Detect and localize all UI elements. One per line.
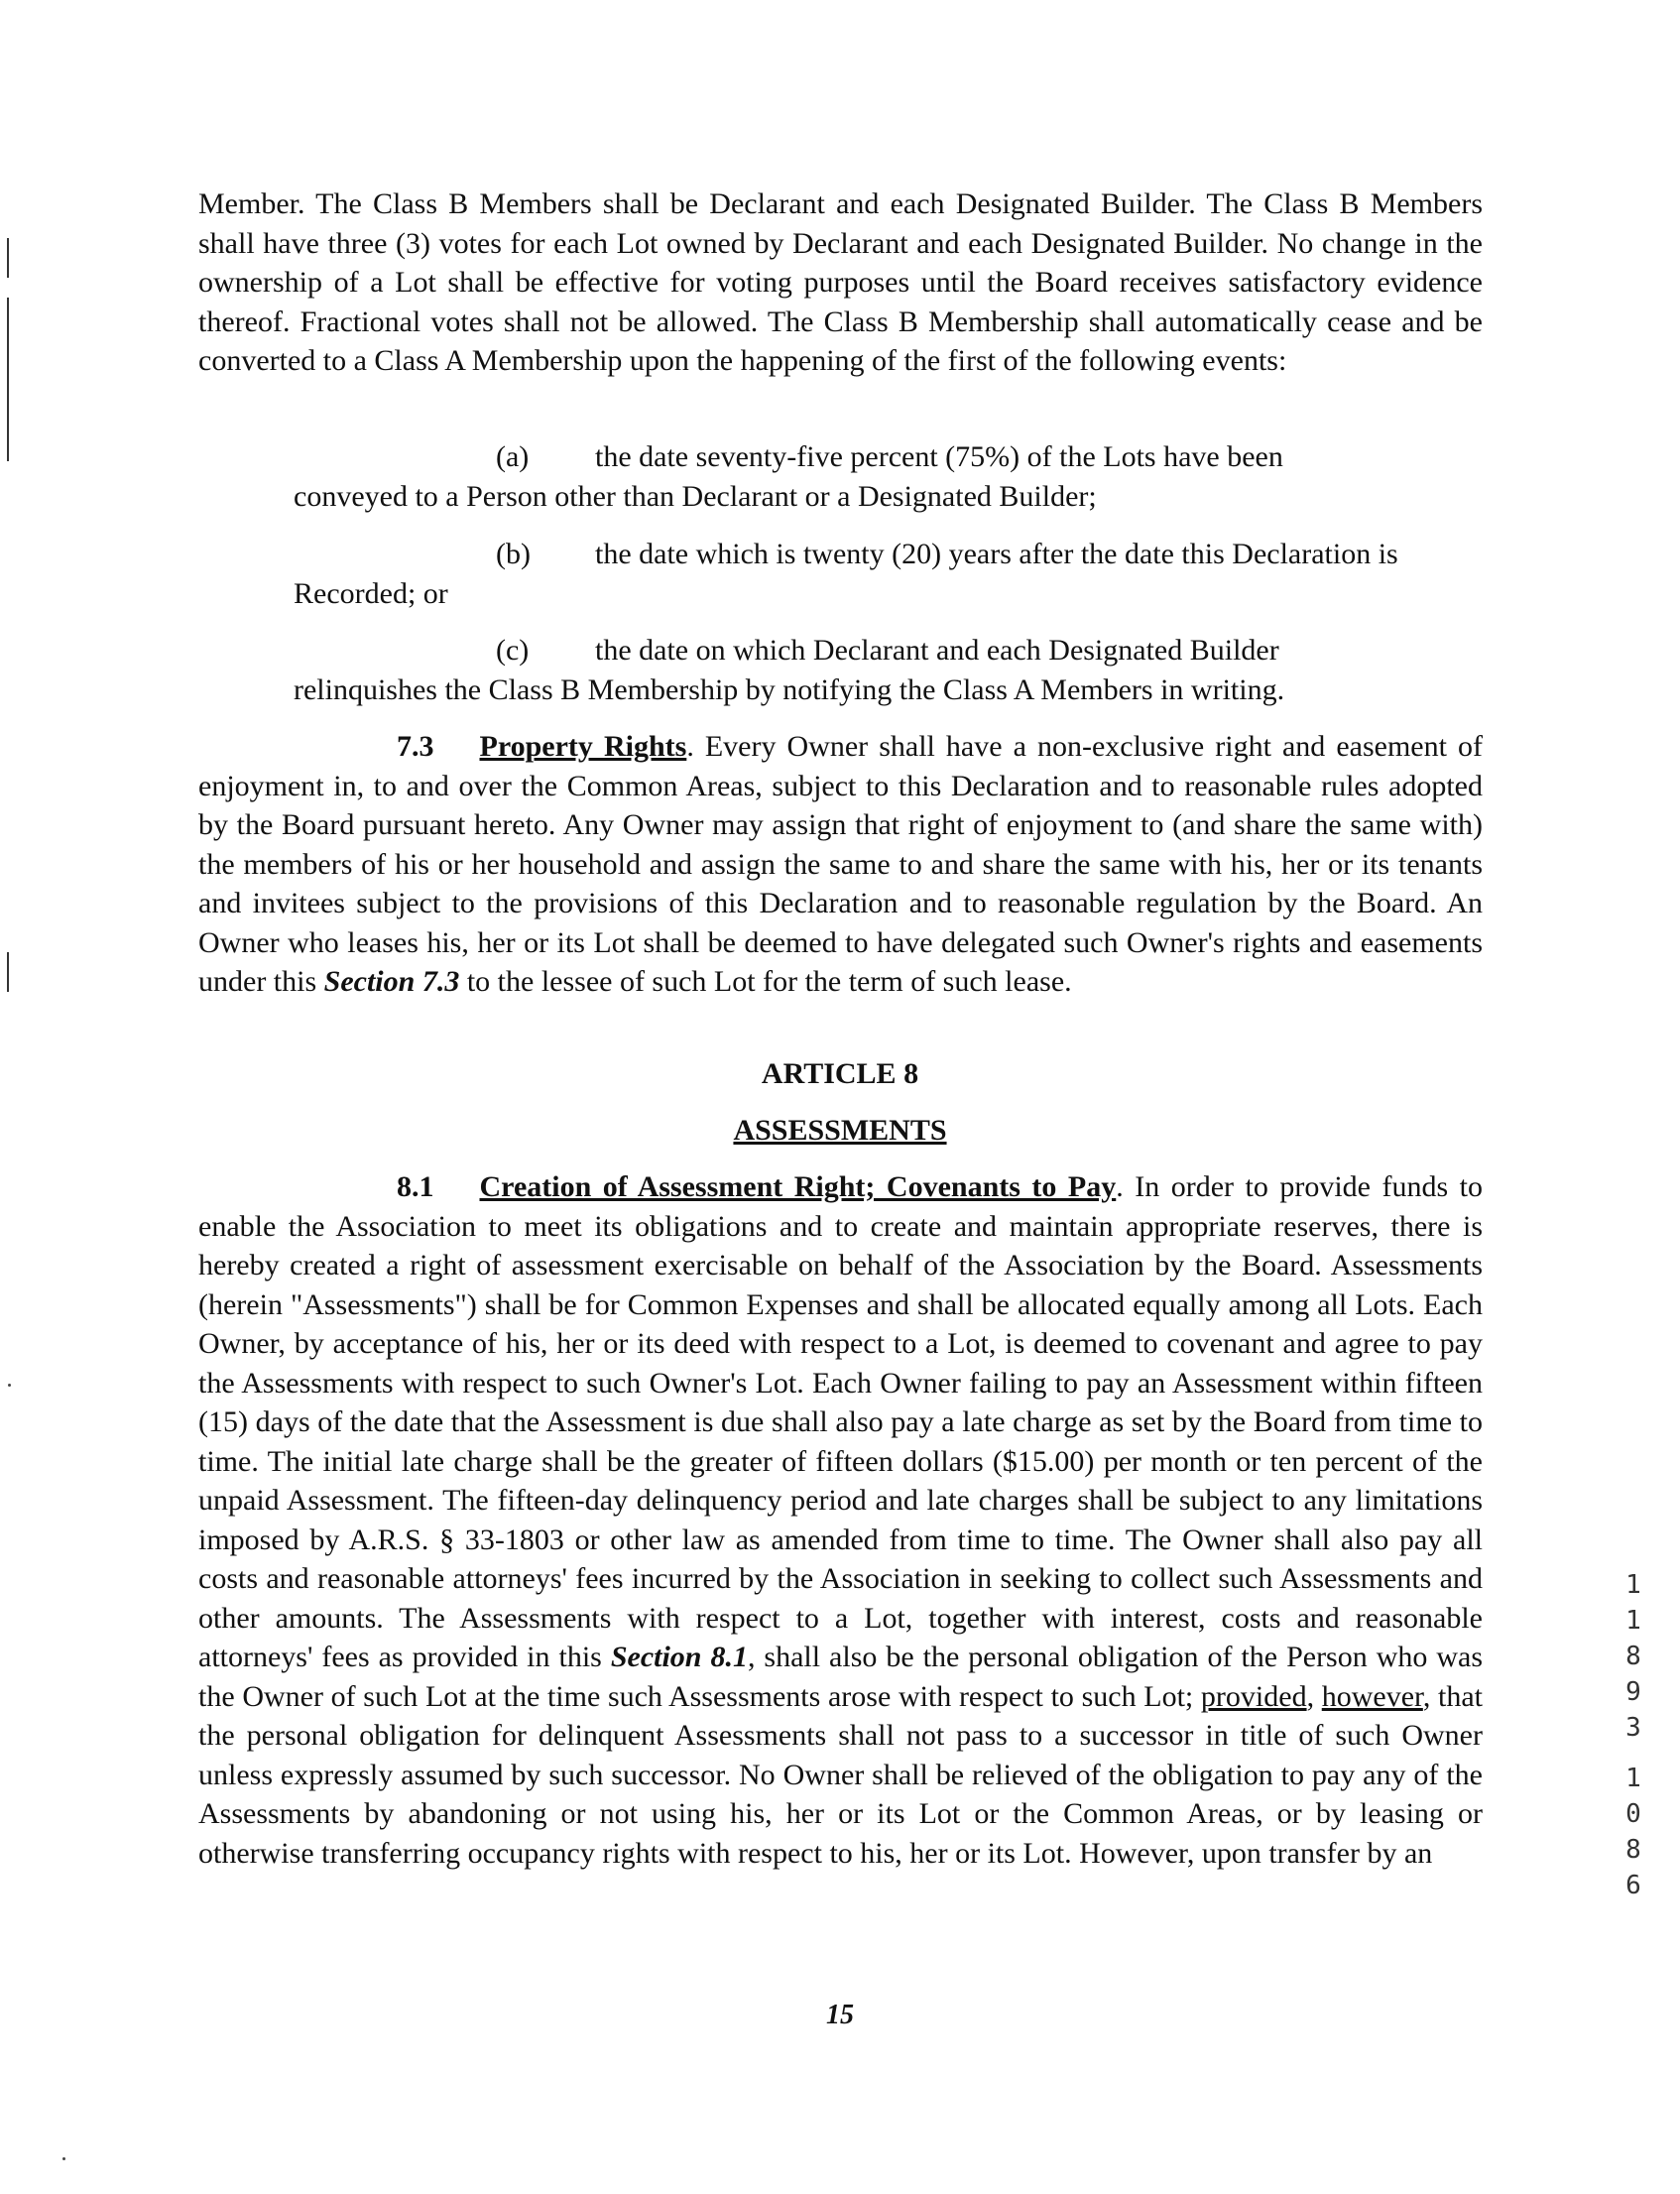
revision-bar	[7, 238, 9, 278]
section-text: , that the personal obligation for delinquent Assessments shall not pass to a successor in title of such Owner unless expressly assumed by such successor. No Owner shall be relieved of the obligation to pay any of the Assessments by abandoning or not using his, her or its Lot or the Common Areas, or by leasing or otherwise transferring occupancy rights with respect to his, her or its Lot. However, upon transfer by an	[198, 1679, 1484, 1870]
section-title: Property Rights	[479, 730, 687, 763]
section-7-3	[198, 727, 1483, 1002]
event-item-b	[198, 535, 1483, 613]
separator: ,	[1306, 1679, 1322, 1713]
stamp-digit: 9	[1625, 1677, 1641, 1707]
stamp-digit: 0	[1625, 1799, 1641, 1829]
side-stamp-group-2	[1619, 1761, 1648, 1903]
stamp-digit: 1	[1625, 1606, 1641, 1636]
section-text: . In order to provide funds to enable the Association to meet its obligations and to create and maintain appropriate reserves, there is hereby created a right of assessment exercisable on behalf of the Association by the Board. Assessments (herein "Assessments") shall be for Common Expenses and shall be allocated equally among all Lots. Each Owner, by acceptance of his, her or its deed with respect to a Lot, is deemed to covenant and agree to pay the Assessments with respect to such Owner's Lot. Each Owner failing to pay an Assessment within fifteen (15) days of the date that the Assessment is due shall also pay a late charge as set by the Board from time to time. The initial late charge shall be the greater of fifteen dollars ($15.00) per month or ten percent of the unpaid Assessment. The fifteen-day delinquency period and late charges shall be subject to any limitations imposed by A.R.S. § 33-1803 or other law as amended from time to time. The Owner shall also pay all costs and reasonable attorneys' fees incurred by the Association in seeking to collect such Assessments and other amounts. The Assessments with respect to a Lot, together with interest, costs and reasonable attorneys' fees as provided in this	[198, 1170, 1483, 1673]
section-reference: Section 7.3	[323, 965, 460, 998]
article-title: ASSESSMENTS	[733, 1114, 947, 1147]
section-text: to the lessee of such Lot for the term of such lease.	[459, 965, 1072, 998]
section-reference: Section 8.1	[610, 1641, 748, 1673]
article-title-wrap	[0, 1114, 1680, 1148]
stamp-digit: 8	[1625, 1642, 1641, 1671]
section-title: Creation of Assessment Right; Covenants to Pay	[479, 1170, 1117, 1203]
section-text: . Every Owner shall have a non-exclusive right and easement of enjoyment in, to and over the Common Areas, subject to this Declaration and to reasonable rules adopted by the Board pursuant hereto. Any Owner may assign that right of enjoyment to (and share the same with) the members of his or her household and assign the same to and share the same with his, her or its tenants and invitees subject to the provisions of this Declaration and to reasonable regulation by the Board. An Owner who leases his, her or its Lot shall be deemed to have delegated such Owner's rights and easements under this	[198, 730, 1483, 998]
section-number: 8.1	[397, 1170, 434, 1203]
section-number: 7.3	[397, 730, 434, 763]
margin-mark	[8, 1384, 11, 1387]
event-text-continued: conveyed to a Person other than Declarant or a Designated Builder;	[294, 479, 1097, 513]
stamp-digit: 6	[1625, 1871, 1641, 1900]
event-item-c	[198, 631, 1483, 709]
article-number: ARTICLE 8	[761, 1057, 919, 1090]
event-text: the date which is twenty (20) years after the date this Declaration is	[595, 538, 1398, 570]
event-label: (c)	[496, 634, 530, 667]
revision-bar	[7, 952, 9, 992]
event-item-a	[198, 437, 1483, 516]
event-text-continued: relinquishes the Class B Membership by notifying the Class A Members in writing.	[294, 672, 1285, 706]
stamp-digit: 8	[1625, 1835, 1641, 1865]
margin-mark	[62, 2157, 65, 2160]
side-stamp-group-1	[1619, 1567, 1648, 1746]
event-label: (a)	[496, 440, 530, 473]
revision-bar	[7, 298, 9, 461]
stamp-digit: 3	[1625, 1713, 1641, 1743]
top-paragraph	[198, 184, 1483, 381]
term-however: however	[1321, 1679, 1423, 1713]
event-text: the date on which Declarant and each Designated Builder	[595, 634, 1279, 667]
section-text: , shall also be the personal obligation of the Person who was the Owner of such Lot at the time such Assessments arose with respect to such Lot;	[198, 1641, 1483, 1713]
stamp-digit: 1	[1625, 1764, 1641, 1793]
event-label: (b)	[496, 538, 531, 570]
event-text: the date seventy-five percent (75%) of the Lots have been	[595, 440, 1283, 473]
section-8-1	[198, 1167, 1483, 1873]
event-text-continued: Recorded; or	[294, 576, 448, 610]
stamp-digit: 1	[1625, 1570, 1641, 1600]
term-provided: provided	[1200, 1679, 1307, 1713]
paragraph-text: Member. The Class B Members shall be Declarant and each Designated Builder. The Class B Members shall have three (3) votes for each Lot owned by Declarant and each Designated Builder. No change in the ownership of a Lot shall be effective for voting purposes until the Board receives satisfactory evidence thereof. Fractional votes shall not be allowed. The Class B Membership shall automatically cease and be converted to a Class A Membership upon the happening of the first of the following events:	[198, 187, 1483, 377]
page-number: 15	[826, 2000, 854, 2030]
